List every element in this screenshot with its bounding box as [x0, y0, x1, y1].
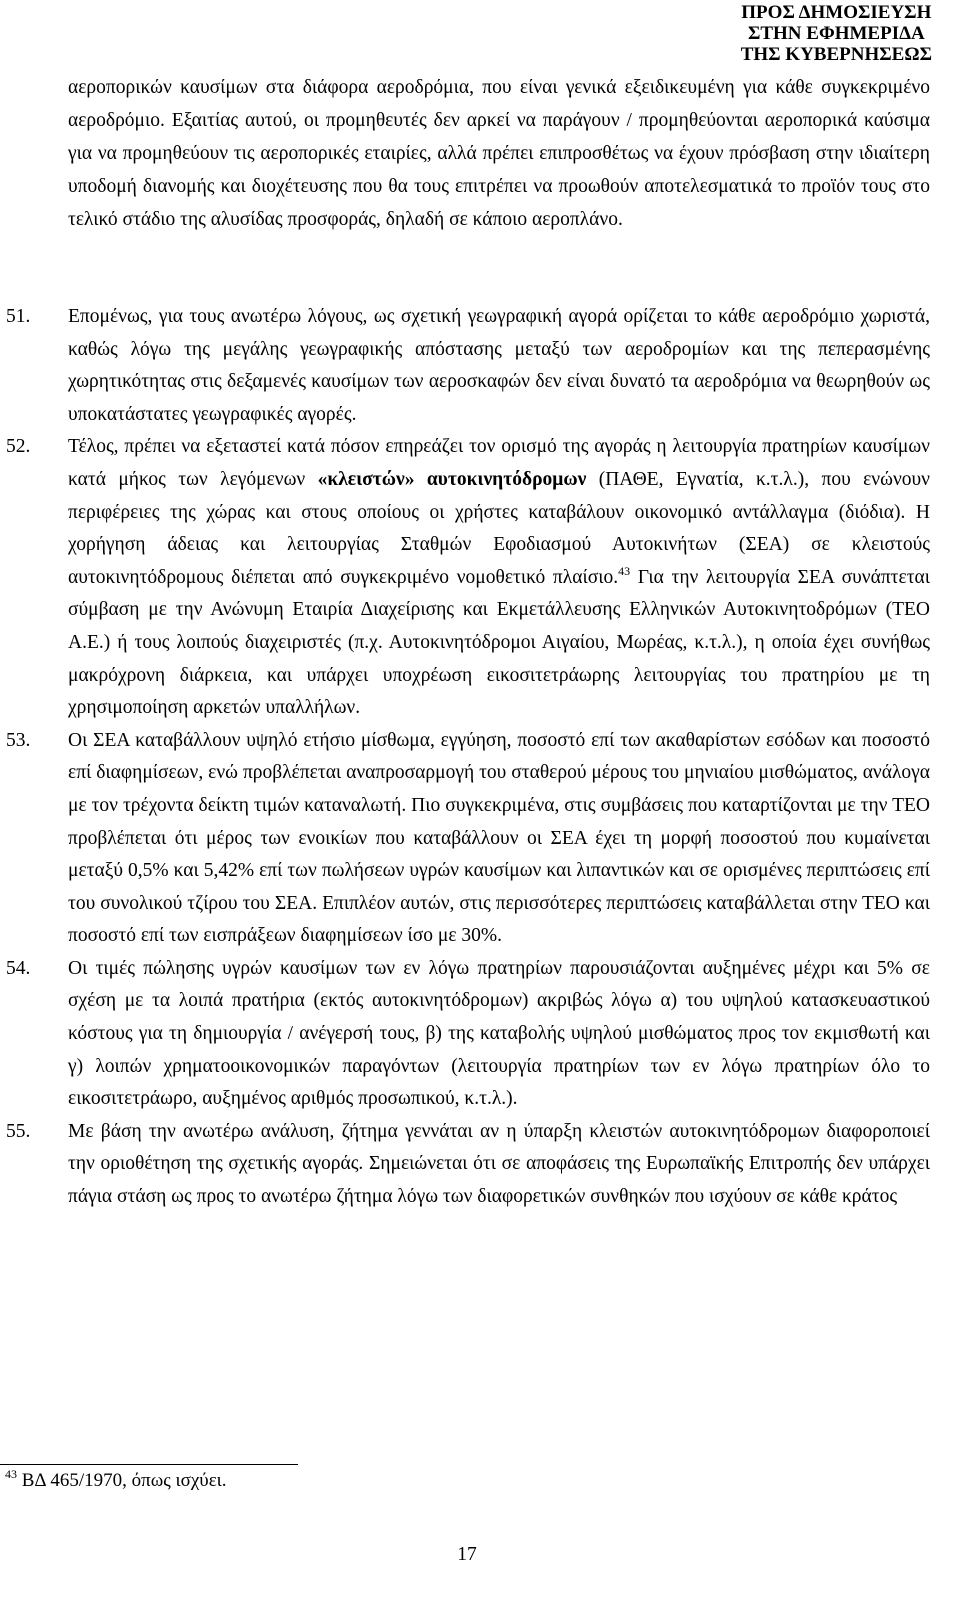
header-line-1: ΠΡΟΣ ΔΗΜΟΣΙΕΥΣΗ [741, 2, 932, 23]
closed-motorways-term: «κλειστών» αυτοκινητόδρομων [317, 468, 587, 490]
paragraph-54 [6, 953, 930, 1116]
paragraph-text: Με βάση την ανωτέρω ανάλυση, ζήτημα γεννάται αν η ύπαρξη κλειστών αυτοκινητόδρομων διαφοροποιεί την οριοθέτηση της σχετικής αγοράς. Σημειώνεται ότι σε αποφάσεις της Ευρωπαϊκής Επιτροπής δεν υπάρχει πάγια στάση ως προς το ανωτέρω ζήτημα λόγω των διαφορετικών συνθηκών που ισχύουν σε κάθε κράτος [68, 1120, 930, 1208]
header-line-2: ΣΤΗΝ ΕΦΗΜΕΡΙΔΑ [747, 23, 925, 44]
paragraph-53 [6, 725, 930, 953]
paragraph-text-part: (ΠΑΘΕ, Εγνατία, κ.τ.λ.), που ενώνουν περιφέρειες της χώρας και στους οποίους οι χρήστες καταβάλουν οικονομικό αντάλλαγμα (διόδια). Η χορήγηση άδειας και λειτουργίας Σταθμών Εφοδιασμού Αυτοκινήτων (ΣΕΑ) σε κλειστούς αυτοκινητόδρομους διέπεται από συγκεκριμένο νομοθετικό πλαίσιο. [68, 468, 930, 588]
footnote-marker: 43 [5, 1467, 17, 1481]
paragraph-number: 54. [6, 957, 31, 979]
paragraph-text-part: Για την λειτουργία ΣΕΑ συνάπτεται σύμβαση με την Ανώνυμη Εταιρία Διαχείρισης και Εκμετάλλευσης Ελληνικών Αυτοκινητοδρόμων (ΤΕΟ Α.Ε.) ή τους λοιπούς διαχειριστές (π.χ. Αυτοκινητόδρομοι Αιγαίου, Μωρέας, κ.τ.λ.), η οποία έχει συνήθως μακρόχρονη διάρκεια, και υπάρχει υποχρέωση εικοσιτετράωρης λειτουργίας του πρατηρίου με τη χρησιμοποίηση αρκετών υπαλλήλων. [68, 566, 930, 719]
paragraph-55 [6, 1116, 930, 1214]
paragraph-text [68, 431, 930, 724]
paragraph-text: Οι τιμές πώλησης υγρών καυσίμων των εν λόγω πρατηρίων παρουσιάζονται αυξημένες μέχρι και 5% σε σχέση με τα λοιπά πρατήρια (εκτός αυτοκινητόδρομων) ακριβώς λόγω α) του υψηλού κατασκευαστικού κόστους για τη δημιουργία / ανέγερσή τους, β) της καταβολής υψηλού μισθώματος προς τον εκμισθωτή και γ) λοιπών χρηματοοικονομικών παραγόντων (λειτουργία πρατηρίων των εν λόγω πρατηρίων όλο το εικοσιτετράωρο, αυξημένος αριθμός προσωπικού, κ.τ.λ.). [68, 957, 930, 1110]
paragraph-52 [6, 431, 930, 724]
paragraph-text: Επομένως, για τους ανωτέρω λόγους, ως σχετική γεωγραφική αγορά ορίζεται το κάθε αεροδρόμιο χωριστά, καθώς λόγω της μεγάλης γεωγραφικής απόστασης μεταξύ των αεροδρομίων και της πεπερασμένης χωρητικότητας στις δεξαμενές καυσίμων των αεροσκαφών δεν είναι δυνατό τα αεροδρόμια να θεωρηθούν ως υποκατάστατες γεωγραφικές αγορές. [68, 306, 930, 425]
paragraph-number: 52. [6, 436, 31, 458]
paragraph-text-part: Τέλος, πρέπει να εξεταστεί κατά πόσον επηρεάζει τον ορισμό της αγοράς η λειτουργία πρατηρίων καυσίμων κατά μήκος των λεγόμενων [68, 436, 930, 490]
footnote-divider [0, 1464, 298, 1465]
header-line-3: ΤΗΣ ΚΥΒΕΡΝΗΣΕΩΣ [740, 44, 932, 65]
footnote-reference[interactable]: 43 [618, 563, 631, 578]
paragraph-number: 55. [6, 1120, 31, 1142]
page-number: 17 [457, 1544, 477, 1565]
footnote-text: ΒΔ 465/1970, όπως ισχύει. [17, 1470, 227, 1491]
numbered-paragraphs [6, 301, 930, 1214]
paragraph-number: 51. [6, 306, 31, 327]
continuation-paragraph: αεροπορικών καυσίμων στα διάφορα αεροδρόμια, που είναι γενικά εξειδικευμένη για κάθε συγκεκριμένο αεροδρόμιο. Εξαιτίας αυτού, οι προμηθευτές δεν αρκεί να παράγουν / προμηθεύονται αεροπορικά καύσιμα για να προμηθεύουν τις αεροπορικές εταιρίες, αλλά πρέπει επιπροσθέτως να έχουν πρόσβαση στην ιδιαίτερη υποδομή διανομής και διοχέτευσης που θα τους επιτρέπει να προωθούν αποτελεσματικά το προϊόν τους στο τελικό στάδιο της αλυσίδας προσφοράς, δηλαδή σε κάποιο αεροπλάνο. [68, 77, 930, 230]
paragraph-text: Οι ΣΕΑ καταβάλλουν υψηλό ετήσιο μίσθωμα, εγγύηση, ποσοστό επί των ακαθαρίστων εσόδων και ποσοστό επί διαφημίσεων, ενώ προβλέπεται αναπροσαρμογή του σταθερού μέρους του μηνιαίου μισθώματος, ανάλογα με τον τρέχοντα δείκτη τιμών καταναλωτή. Πιο συγκεκριμένα, στις συμβάσεις που καταρτίζονται με την ΤΕΟ προβλέπεται ότι μέρος των ενοικίων που καταβάλλουν οι ΣΕΑ έχει τη μορφή ποσοστού που κυμαίνεται μεταξύ 0,5% και 5,42% επί των πωλήσεων υγρών καυσίμων και λιπαντικών και σε ορισμένες περιπτώσεις επί του συνολικού τζίρου του ΣΕΑ. Επιπλέον αυτών, στις περισσότερες περιπτώσεις καταβάλλεται στην ΤΕΟ και ποσοστό επί των εισπράξεων διαφημίσεων ίσο με 30%. [68, 729, 930, 947]
paragraph-number: 53. [6, 729, 31, 751]
paragraph-51 [6, 301, 930, 431]
footnote-43 [5, 1467, 227, 1492]
publication-header [741, 2, 932, 65]
